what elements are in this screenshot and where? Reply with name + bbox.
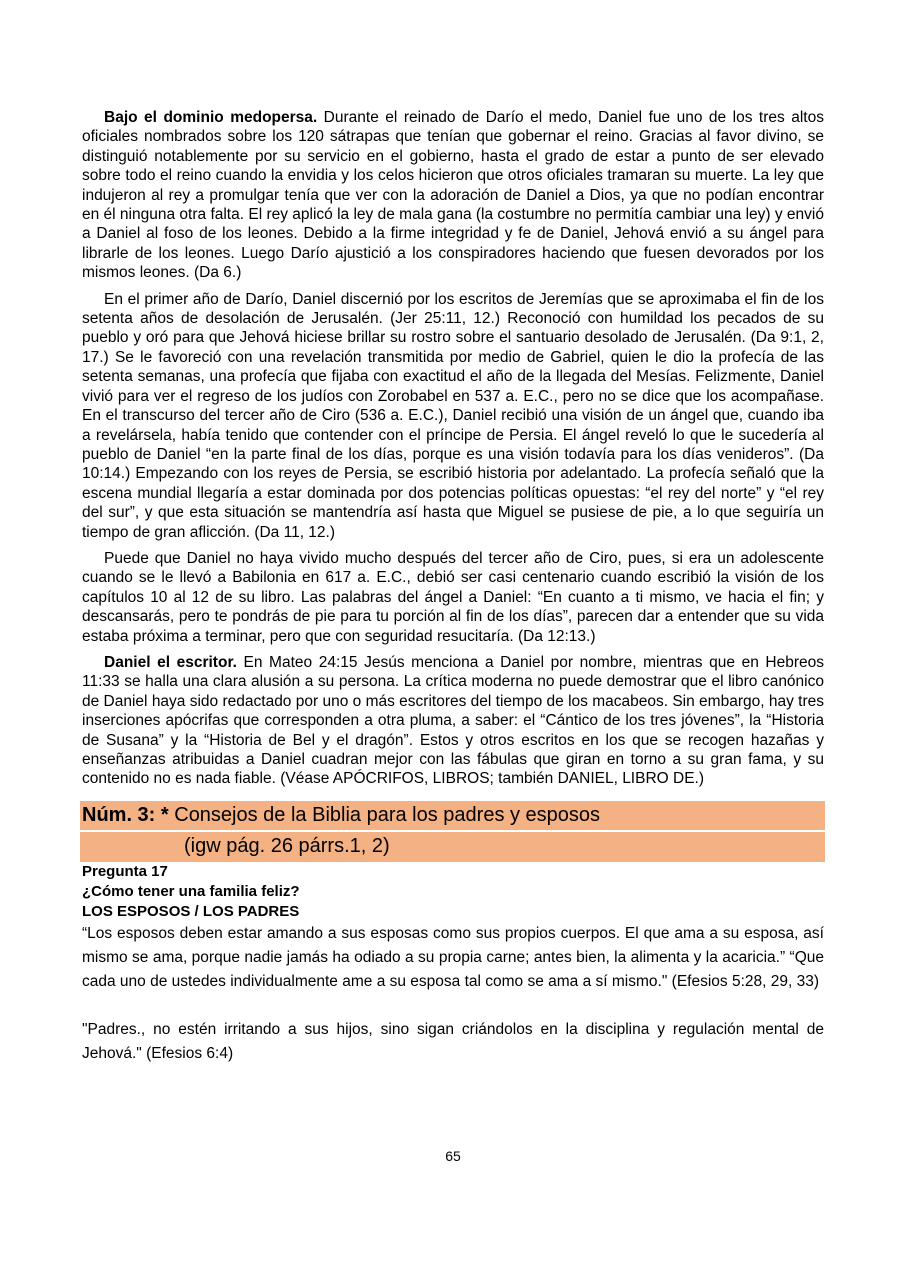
question-subtitle: LOS ESPOSOS / LOS PADRES bbox=[82, 902, 300, 920]
scripture-quote-ephesians-5: “Los esposos deben estar amando a sus esposas como sus propios cuerpos. El que ama a su esposa, así mismo se ama, porque nadie jamás ha odiado a su propia carne; antes bien, la alimenta y la acaricia.” “Que cada uno de ustedes individualmente ame a su esposa tal como se ama a sí mismo." (Efesios 5:28, 29, 33) bbox=[82, 924, 824, 990]
question-title: ¿Cómo tener una familia feliz? bbox=[82, 882, 300, 900]
paragraph-daniel-writer bbox=[82, 653, 824, 789]
paragraph-lead: Daniel el escritor. bbox=[104, 653, 237, 671]
banner-title: Consejos de la Biblia para los padres y esposos bbox=[168, 803, 601, 826]
paragraph-first-year-darius: En el primer año de Darío, Daniel discernió por los escritos de Jeremías que se aproximaba el fin de los setenta años de desolación de Jerusalén. (Jer 25:11, 12.) Reconoció con humildad los pecados de su pueblo y oró para que Jehová hiciese brillar su rostro sobre el santuario desolado de Jerusalén. (Da 9:1, 2, 17.) Se le favoreció con una revelación transmitida por medio de Gabriel, quien le dio la profecía de las setenta semanas, una profecía que fijaba con exactitud el año de la llegada del Mesías. Felizmente, Daniel vivió para ver el regreso de los judíos con Zorobabel en 537 a. E.C., pero no se dice que los acompañase. En el transcurso del tercer año de Ciro (536 a. E.C.), Daniel recibió una visión de un ángel que, cuando iba a revelársela, había tenido que contender con el príncipe de Persia. El ángel reveló lo que le sucedería al pueblo de Daniel “en la parte final de los días, porque es una visión todavía para los días venideros”. (Da 10:14.) Empezando con los reyes de Persia, se escribió historia por adelantado. La profecía señaló que la escena mundial llegaría a estar dominada por dos potencias políticas opuestas: “el rey del norte” y “el rey del sur”, y que esta situación se mantendría así hasta que Miguel se pusiese de pie, a lo que seguiría un tiempo de gran aflicción. (Da 11, 12.) bbox=[82, 290, 824, 541]
banner-number: Núm. 3: * bbox=[82, 803, 169, 826]
assignment-banner bbox=[80, 801, 825, 862]
paragraph-text: En Mateo 24:15 Jesús menciona a Daniel por nombre, mientras que en Hebreos 11:33 se halla una clara alusión a su persona. La crítica moderna no puede demostrar que el libro canónico de Daniel haya sido redactado por uno o más escritores del tiempo de los macabeos. Sin embargo, hay tres inserciones apócrifas que corresponden a otra pluma, a saber: el “Cántico de los tres jóvenes”, la “Historia de Susana” y la “Historia de Bel y el dragón”. Estos y otros escritos en los que se recogen hazañas y enseñanzas atribuidas a Daniel cuadran mejor con las fábulas que giran en torno a su gran fama, y su contenido no es nada fiable. (Véase APÓCRIFOS, LIBROS; también DANIEL, LIBRO DE.) bbox=[82, 653, 824, 788]
paragraph-medo-persian-rule bbox=[82, 108, 824, 283]
banner-title-line bbox=[80, 801, 825, 832]
paragraph-daniel-age: Puede que Daniel no haya vivido mucho después del tercer año de Ciro, pues, si era un adolescente cuando se le llevó a Babilonia en 617 a. E.C., debió ser casi centenario cuando escribió la visión de los capítulos 10 al 12 de su libro. Las palabras del ángel a Daniel: “En cuanto a ti mismo, ve hacia el fin; y descansarás, pero te pondrás de pie para tu porción al fin de los días”, parecen dar a entender que su vida estaba próxima a terminar, pero que con seguridad resucitaría. (Da 12:13.) bbox=[82, 549, 824, 645]
paragraph-text: Durante el reinado de Darío el medo, Daniel fue uno de los tres altos oficiales nombrados sobre los 120 sátrapas que tenían que gobernar el reino. Gracias al favor divino, se distinguió notablemente por su servicio en el gobierno, hasta el grado de estar a punto de ser elevado sobre todo el reino cuando la envidia y los celos hicieron que otros oficiales tramaran su muerte. La ley que indujeron al rey a promulgar tenía que ver con la adoración de Daniel a Dios, ya que no podían encontrar en él ninguna otra falta. El rey aplicó la ley de mala gana (la costumbre no permitía cambiar una ley) y envió a Daniel al foso de los leones. Debido a la firme integridad y fe de Daniel, Jehová envió a su ángel para librarle de los leones. Luego Darío ajustició a los conspiradores haciendo que fuesen devorados por los mismos leones. (Da 6.) bbox=[82, 109, 824, 282]
scripture-quote-ephesians-6: "Padres., no estén irritando a sus hijos, sino sigan criándolos en la disciplina y regulación mental de Jehová." (Efesios 6:4) bbox=[82, 1020, 824, 1062]
spacer bbox=[82, 994, 824, 1018]
page-number: 65 bbox=[445, 1148, 461, 1164]
banner-reference: (igw pág. 26 párrs.1, 2) bbox=[184, 834, 390, 857]
question-label: Pregunta 17 bbox=[82, 862, 168, 880]
document-body bbox=[82, 108, 824, 1066]
paragraph-lead: Bajo el dominio medopersa. bbox=[104, 109, 318, 126]
